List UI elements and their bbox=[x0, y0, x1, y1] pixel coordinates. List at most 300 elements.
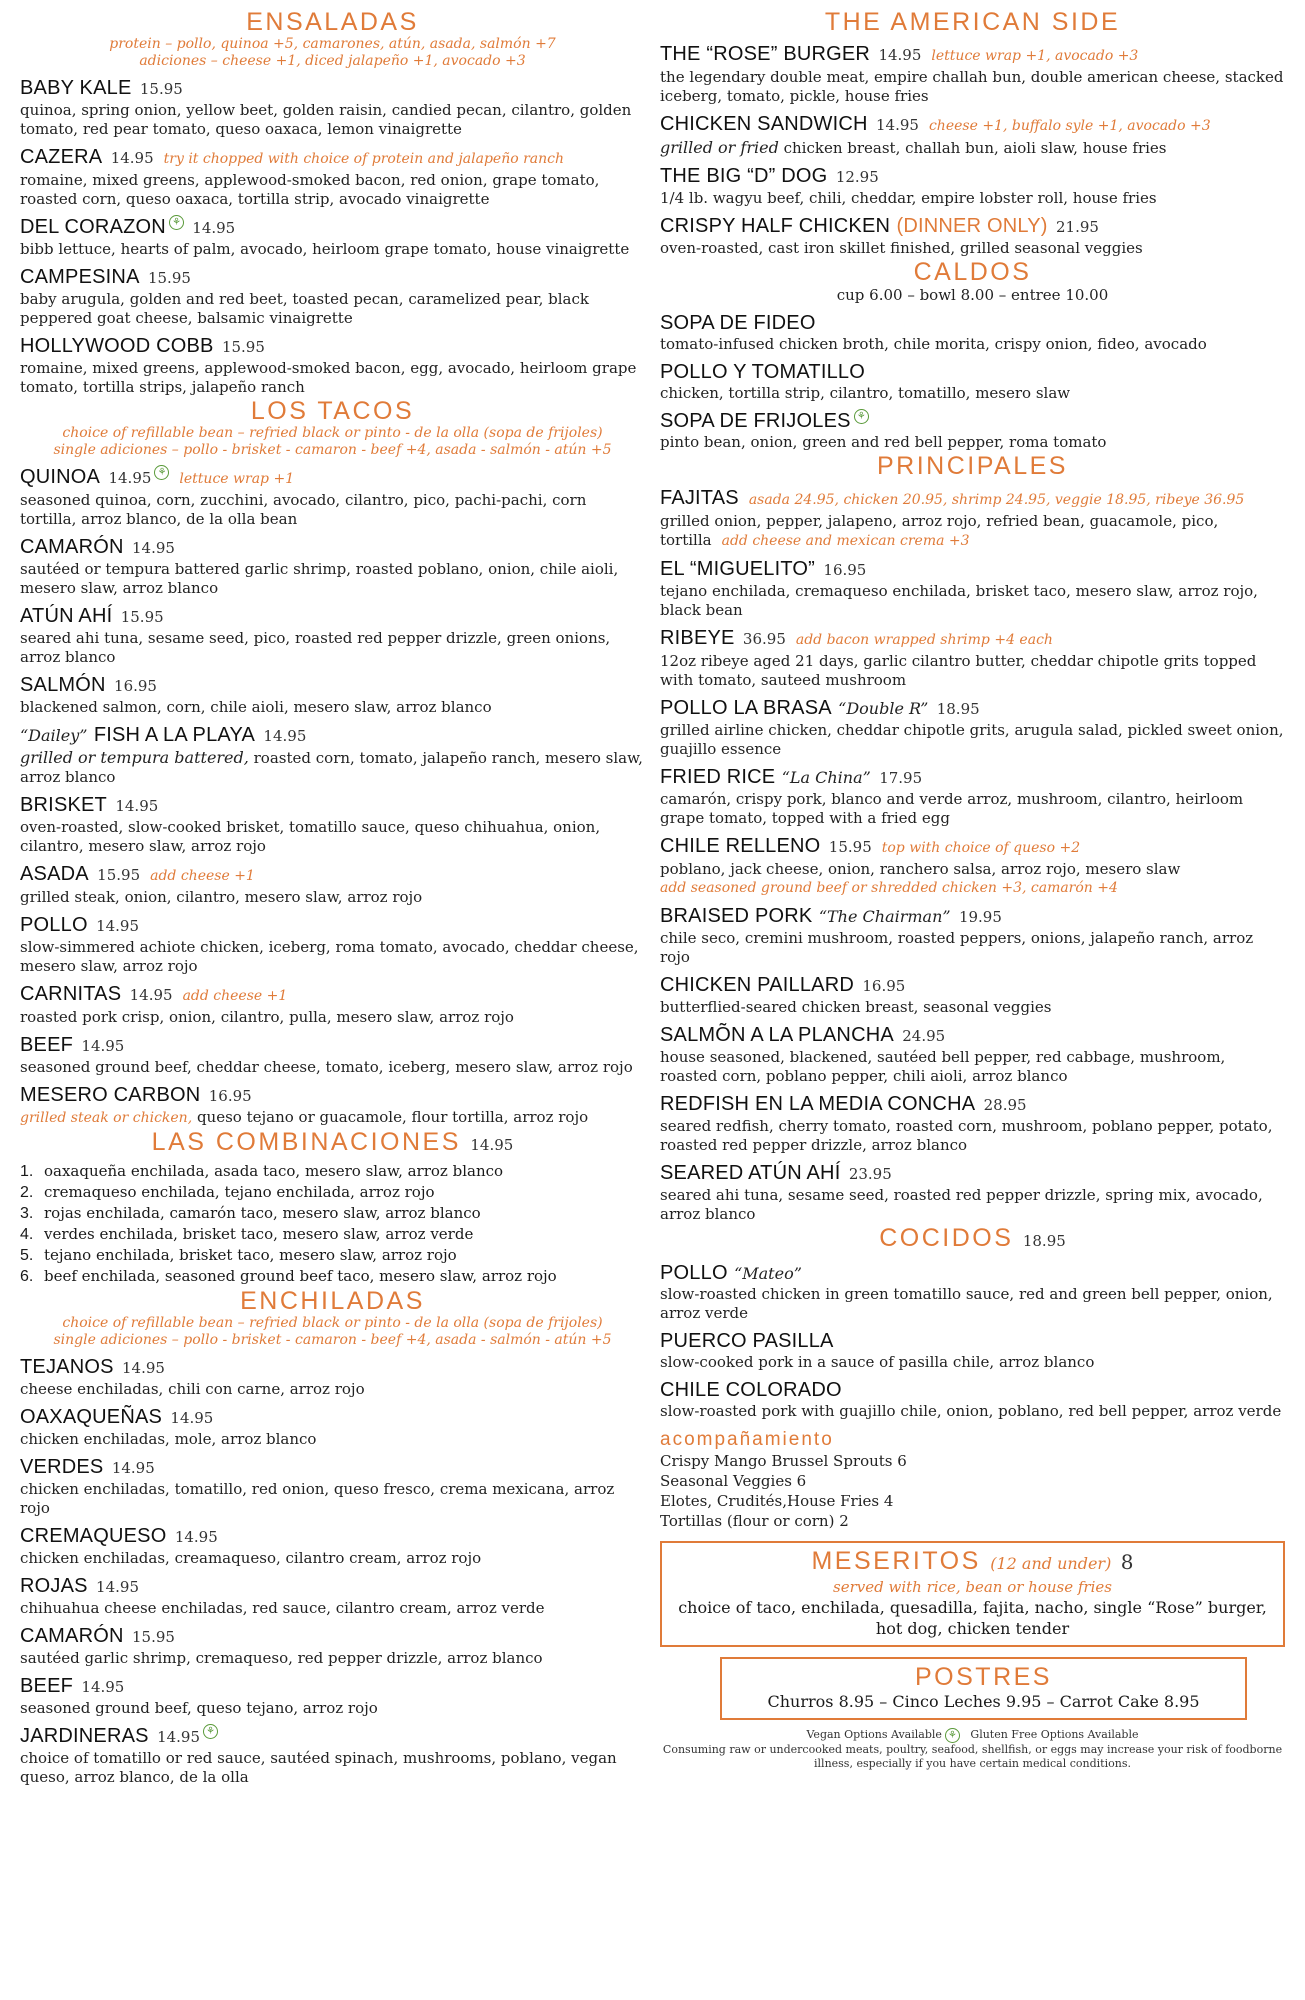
left-column bbox=[20, 8, 645, 1787]
combo-desc: beef enchilada, seasoned ground beef taco, mesero slaw, arroz rojo bbox=[44, 1267, 557, 1285]
menu-item bbox=[660, 1261, 1285, 1323]
menu-item-option: grilled steak or chicken, bbox=[20, 1110, 193, 1126]
menu-item-desc-text: oven-roasted, slow-cooked brisket, tomatillo sauce, queso chihuahua, onion, cilantro, mesero slaw, arroz rojo bbox=[20, 818, 601, 855]
menu-item-description bbox=[20, 1749, 645, 1787]
section-tacos bbox=[20, 397, 645, 1128]
menu-item-price: 15.95 bbox=[828, 838, 872, 856]
menu-item-name: SOPA DE FIDEO bbox=[660, 312, 816, 334]
menu-item bbox=[20, 1624, 645, 1668]
menu-item-name: TEJANOS bbox=[20, 1356, 114, 1378]
menu-item-desc-text: grilled onion, pepper, jalapeno, arroz rojo, refried bean, guacamole, pico, tortilla bbox=[660, 512, 1219, 549]
sides-title: acompañamiento bbox=[660, 1429, 834, 1450]
combo-item bbox=[20, 1266, 645, 1287]
menu-item-head bbox=[20, 1624, 645, 1649]
menu-item-description bbox=[660, 433, 1285, 452]
menu-item-name: CRISPY HALF CHICKEN bbox=[660, 215, 891, 237]
menu-item-name: ATÚN AHÍ bbox=[20, 605, 113, 627]
menu-item-name: DEL CORAZON bbox=[20, 216, 166, 238]
menu-item-head bbox=[660, 973, 1285, 998]
vegan-leaf-icon: ⚘ bbox=[154, 465, 169, 480]
menu-item-price: 14.95 bbox=[132, 539, 175, 557]
menu-item-name: BEEF bbox=[20, 1034, 74, 1056]
menu-item-description bbox=[660, 384, 1285, 403]
section-note: choice of refillable bean – refried black or pinto - de la olla (sopa de frijoles) bbox=[62, 425, 603, 441]
menu-item-name: FAJITAS bbox=[660, 487, 739, 509]
menu-item-name: BRISKET bbox=[20, 794, 107, 816]
menu-item-price: 15.95 bbox=[132, 1628, 175, 1646]
menu-item-name: SALMÓN bbox=[20, 674, 106, 696]
menu-item-addon: add bacon wrapped shrimp +4 each bbox=[795, 632, 1053, 648]
section-title bbox=[660, 8, 1285, 36]
menu-item-price: 15.95 bbox=[147, 269, 191, 287]
menu-item-description bbox=[660, 721, 1285, 759]
menu-item-description bbox=[660, 652, 1285, 690]
gf-legend: Gluten Free Options Available bbox=[970, 1728, 1139, 1741]
menu-item-desc-text: chicken enchiladas, mole, arroz blanco bbox=[20, 1430, 317, 1448]
menu-item-desc-text: poblano, jack cheese, onion, ranchero salsa, arroz rojo, mesero slaw bbox=[660, 860, 1181, 878]
meseritos-box bbox=[660, 1541, 1285, 1647]
menu-item bbox=[660, 626, 1285, 690]
menu-item-desc-text: chihuahua cheese enchiladas, red sauce, cilantro cream, arroz verde bbox=[20, 1599, 545, 1617]
menu-item-head bbox=[20, 1455, 645, 1480]
menu-item-desc-text: slow-simmered achiote chicken, iceberg, roma tomato, avocado, cheddar cheese, mesero slaw, arroz rojo bbox=[20, 938, 639, 975]
menu-item bbox=[20, 215, 645, 259]
menu-item-head bbox=[20, 604, 645, 629]
menu-item bbox=[20, 793, 645, 856]
menu-item-desc-text: chicken breast, challah bun, aioli slaw, house fries bbox=[783, 139, 1167, 157]
menu-item-price: 14.95 bbox=[108, 469, 152, 487]
menu-item-name: POLLO Y TOMATILLO bbox=[660, 361, 865, 383]
menu-item-desc-text: tejano enchilada, cremaqueso enchilada, brisket taco, mesero slaw, arroz rojo, black bean bbox=[660, 582, 1258, 619]
menu-item-head bbox=[20, 1083, 645, 1108]
menu-item-desc-text: romaine, mixed greens, applewood-smoked bacon, red onion, grape tomato, roasted corn, queso oaxaca, tortilla strip, avocado vinaigrette bbox=[20, 171, 600, 208]
menu-item-head bbox=[660, 311, 1285, 335]
menu-item-head bbox=[660, 765, 1285, 790]
section-note: protein – pollo, quinoa +5, camarones, atún, asada, salmón +7 bbox=[109, 36, 556, 52]
menu-item-name: JARDINERAS bbox=[20, 1725, 149, 1747]
menu-item-style: grilled or fried bbox=[660, 138, 779, 157]
menu-item-price: 14.95 bbox=[192, 219, 236, 237]
menu-item-head bbox=[20, 673, 645, 698]
menu-item-name: CARNITAS bbox=[20, 983, 122, 1005]
menu-item bbox=[660, 696, 1285, 759]
menu-item-desc-text: the legendary double meat, empire challah bun, double american cheese, stacked iceberg, tomato, pickle, house fries bbox=[660, 68, 1284, 105]
menu-item-desc-text: pinto bean, onion, green and red bell pepper, roma tomato bbox=[660, 433, 1107, 451]
menu-item-name: REDFISH EN LA MEDIA CONCHA bbox=[660, 1093, 976, 1115]
menu-item-description bbox=[20, 1549, 645, 1568]
menu-item bbox=[660, 1092, 1285, 1155]
menu-item bbox=[20, 1574, 645, 1618]
menu-item bbox=[20, 1405, 645, 1449]
menu-item-name: CHILE RELLENO bbox=[660, 835, 821, 857]
section-title-text: ENSALADAS bbox=[246, 8, 419, 36]
menu-item-description bbox=[660, 68, 1285, 106]
menu-item bbox=[660, 311, 1285, 354]
menu-item-head bbox=[660, 42, 1285, 68]
menu-item-name: ASADA bbox=[20, 863, 89, 885]
menu-item-name: RIBEYE bbox=[660, 627, 735, 649]
menu-item bbox=[20, 334, 645, 397]
menu-item-price: 23.95 bbox=[848, 1165, 892, 1183]
menu-item bbox=[660, 1161, 1285, 1224]
menu-item bbox=[20, 1083, 645, 1128]
menu-item-name: MESERO CARBON bbox=[20, 1084, 201, 1106]
meseritos-sub: served with rice, bean or house fries bbox=[833, 1578, 1112, 1596]
combo-desc: verdes enchilada, brisket taco, mesero slaw, arroz verde bbox=[44, 1225, 474, 1243]
menu-item-description bbox=[20, 1380, 645, 1399]
combo-number: 6. bbox=[20, 1268, 34, 1285]
menu-item-price: 14.95 bbox=[122, 1359, 165, 1377]
menu-item-desc-text: chicken, tortilla strip, cilantro, tomatillo, mesero slaw bbox=[660, 384, 1071, 402]
menu-item bbox=[660, 214, 1285, 258]
menu-item-head bbox=[660, 214, 1285, 239]
combo-item bbox=[20, 1224, 645, 1245]
menu-item-head bbox=[20, 535, 645, 560]
menu-item bbox=[20, 1455, 645, 1518]
menu-item-name: QUINOA bbox=[20, 466, 101, 488]
menu-item-description bbox=[20, 1480, 645, 1518]
menu-item-name: SOPA DE FRIJOLES bbox=[660, 410, 851, 432]
section-title bbox=[20, 397, 645, 425]
menu-item bbox=[660, 486, 1285, 551]
menu-item-desc-text: seared ahi tuna, sesame seed, pico, roasted red pepper drizzle, green onions, arroz blanco bbox=[20, 629, 611, 666]
menu-item-head bbox=[20, 145, 645, 171]
section-title-text: ENCHILADAS bbox=[240, 1287, 425, 1315]
menu-item bbox=[20, 76, 645, 139]
postres-desc: Churros 8.95 – Cinco Leches 9.95 – Carrot Cake 8.95 bbox=[767, 1692, 1200, 1711]
menu-item-description bbox=[660, 1402, 1285, 1421]
menu-item-desc-text: baby arugula, golden and red beet, toasted pecan, caramelized pear, black peppered goat cheese, balsamic vinaigrette bbox=[20, 290, 589, 327]
menu-item bbox=[20, 1674, 645, 1718]
menu-item-price: 14.95 bbox=[878, 46, 922, 64]
menu-item-description bbox=[660, 998, 1285, 1017]
menu-item-desc-text: quinoa, spring onion, yellow beet, golden raisin, candied pecan, cilantro, golden tomato, red pear tomato, queso oaxaca, lemon vinaigrette bbox=[20, 101, 632, 138]
menu-item-head bbox=[660, 904, 1285, 929]
menu-item-head bbox=[660, 409, 1285, 433]
menu-item-tagline: “Dailey” bbox=[20, 726, 88, 745]
menu-item-desc-text: slow-roasted pork with guajillo chile, onion, poblano, red bell pepper, arroz verde bbox=[660, 1402, 1282, 1420]
menu-item-desc-text: camarón, crispy pork, blanco and verde arroz, mushroom, cilantro, heirloom grape tomato, topped with a fried egg bbox=[660, 790, 1244, 827]
menu-item-head bbox=[660, 164, 1285, 189]
menu-item-description bbox=[20, 1008, 645, 1027]
menu-item-desc-text: chile seco, cremini mushroom, roasted peppers, onions, jalapeño ranch, arroz rojo bbox=[660, 929, 1254, 966]
side-item: Seasonal Veggies 6 bbox=[660, 1472, 807, 1490]
menu-item-desc-text: oven-roasted, cast iron skillet finished, grilled seasonal veggies bbox=[660, 239, 1143, 257]
menu-item-desc-text: butterflied-seared chicken breast, seasonal veggies bbox=[660, 998, 1052, 1016]
menu-item-head bbox=[20, 1674, 645, 1699]
menu-item-description bbox=[660, 1186, 1285, 1224]
menu-item-price: 14.95 bbox=[110, 149, 154, 167]
meseritos-title-text: MESERITOS bbox=[811, 1547, 981, 1575]
health-warning: Consuming raw or undercooked meats, poultry, seafood, shellfish, or eggs may increase your risk of foodborne illness, especially if you have certain medical conditions. bbox=[662, 1743, 1283, 1770]
menu-item-description bbox=[20, 171, 645, 209]
menu-item-price: 18.95 bbox=[936, 700, 980, 718]
menu-item-price: 36.95 bbox=[742, 630, 786, 648]
menu-item-style: grilled or tempura battered, bbox=[20, 748, 249, 767]
menu-item-description bbox=[660, 929, 1285, 967]
menu-item bbox=[660, 360, 1285, 403]
menu-item-desc-text: romaine, mixed greens, applewood-smoked bacon, egg, avocado, heirloom grape tomato, tortilla strips, jalapeño ranch bbox=[20, 359, 637, 396]
menu-item-head bbox=[20, 1033, 645, 1058]
section-title bbox=[20, 1287, 645, 1315]
menu-item bbox=[660, 834, 1285, 898]
menu-item-head bbox=[660, 360, 1285, 384]
vegan-legend: Vegan Options Available bbox=[806, 1728, 942, 1741]
combo-desc: tejano enchilada, brisket taco, mesero slaw, arroz rojo bbox=[44, 1246, 457, 1264]
menu-item-head bbox=[660, 112, 1285, 138]
combo-item bbox=[20, 1203, 645, 1224]
menu-item bbox=[660, 409, 1285, 452]
menu-item-head bbox=[660, 1161, 1285, 1186]
menu-item-tagline: “Double R” bbox=[838, 699, 929, 718]
meseritos-desc: choice of taco, enchilada, quesadilla, fajita, nacho, single “Rose” burger, hot dog, chicken tender bbox=[678, 1598, 1267, 1638]
menu-item-price: 14.95 bbox=[174, 1528, 218, 1546]
menu-item-name: FISH A LA PLAYA bbox=[93, 724, 256, 746]
menu-item-price: 14.95 bbox=[170, 1409, 214, 1427]
menu-item-desc-text: roasted corn, tomato, jalapeño ranch, mesero slaw, arroz blanco bbox=[20, 749, 643, 786]
menu-item-addon: add cheese +1 bbox=[182, 988, 288, 1004]
menu-item-head bbox=[20, 982, 645, 1008]
section-title bbox=[660, 452, 1285, 480]
menu-item-price: 14.95 bbox=[129, 986, 173, 1004]
menu-item-head bbox=[660, 1023, 1285, 1048]
menu-item-price: 14.95 bbox=[111, 1459, 155, 1477]
menu-item-price: 16.95 bbox=[208, 1087, 252, 1105]
menu-item-name: BRAISED PORK bbox=[660, 905, 813, 927]
vegan-leaf-icon: ⚘ bbox=[945, 1728, 960, 1743]
section-title-text: LOS TACOS bbox=[250, 397, 415, 425]
menu-item-description bbox=[20, 629, 645, 667]
menu-item-name: CAZERA bbox=[20, 146, 103, 168]
menu-item-desc-text: 1/4 lb. wagyu beef, chili, cheddar, empire lobster roll, house fries bbox=[660, 189, 1157, 207]
menu-item-head bbox=[660, 1329, 1285, 1353]
menu-item-price: 14.95 bbox=[115, 797, 159, 815]
right-column bbox=[660, 8, 1285, 1771]
menu-item-name: THE BIG “D” DOG bbox=[660, 165, 828, 187]
menu-item-head bbox=[660, 486, 1285, 512]
section-note: adiciones – cheese +1, diced jalapeño +1, avocado +3 bbox=[139, 53, 526, 69]
menu-item-desc-text: chicken enchiladas, creamaqueso, cilantro cream, arroz rojo bbox=[20, 1549, 482, 1567]
section-price: 18.95 bbox=[1022, 1232, 1066, 1250]
menu-item-description bbox=[20, 101, 645, 139]
menu-item-description bbox=[20, 491, 645, 529]
menu-item-description bbox=[20, 1699, 645, 1718]
menu-item-description bbox=[20, 1108, 645, 1128]
menu-item bbox=[660, 765, 1285, 828]
menu-item-description bbox=[660, 335, 1285, 354]
menu-item-desc-text: house seasoned, blackened, sautéed bell pepper, red cabbage, mushroom, roasted corn, poblano pepper, chili aioli, arroz blanco bbox=[660, 1048, 1226, 1085]
menu-item-head bbox=[20, 1724, 645, 1749]
menu-item-desc-text: seasoned quinoa, corn, zucchini, avocado, cilantro, pico, pachi-pachi, corn tortilla, arroz blanco, de la olla bean bbox=[20, 491, 587, 528]
menu-item-head bbox=[20, 215, 645, 240]
menu-item bbox=[660, 1329, 1285, 1372]
menu-item-name: CHILE COLORADO bbox=[660, 1379, 842, 1401]
vegan-leaf-icon: ⚘ bbox=[169, 215, 184, 230]
menu-item-addon: lettuce wrap +1, avocado +3 bbox=[931, 48, 1139, 64]
menu-item bbox=[20, 723, 645, 787]
menu-item-head bbox=[20, 465, 645, 491]
menu-item-price: 24.95 bbox=[902, 1027, 946, 1045]
menu-item-head bbox=[660, 1378, 1285, 1402]
menu-item-price: 14.95 bbox=[96, 917, 140, 935]
section-title-text: THE AMERICAN SIDE bbox=[824, 8, 1121, 36]
menu-item-price: 12.95 bbox=[835, 168, 879, 186]
combo-desc: rojas enchilada, camarón taco, mesero slaw, arroz blanco bbox=[44, 1204, 481, 1222]
menu-item-name: CAMPESINA bbox=[20, 266, 140, 288]
section-combinaciones bbox=[20, 1128, 645, 1287]
combo-number: 2. bbox=[20, 1184, 34, 1201]
menu-item-head bbox=[20, 723, 645, 748]
side-item: Crispy Mango Brussel Sprouts 6 bbox=[660, 1452, 907, 1470]
menu-item-price: 16.95 bbox=[862, 977, 906, 995]
combo-item bbox=[20, 1161, 645, 1182]
combo-desc: oaxaqueña enchilada, asada taco, mesero slaw, arroz blanco bbox=[44, 1162, 504, 1180]
menu-item-head bbox=[20, 913, 645, 938]
menu-item-head bbox=[20, 1355, 645, 1380]
combo-number: 1. bbox=[20, 1163, 34, 1180]
menu-item-price: 14.95 bbox=[81, 1037, 125, 1055]
menu-item-desc-text: seared redfish, cherry tomato, roasted corn, mushroom, poblano pepper, potato, roasted red pepper drizzle, arroz blanco bbox=[660, 1117, 1273, 1154]
menu-item-price: 14.95 bbox=[263, 727, 307, 745]
combo-number: 5. bbox=[20, 1247, 34, 1264]
menu-item bbox=[660, 1378, 1285, 1421]
menu-item-addon: top with choice of queso +2 bbox=[881, 840, 1081, 856]
menu-item-desc-text: choice of tomatillo or red sauce, sautéed spinach, mushrooms, poblano, vegan queso, arroz blanco, de la olla bbox=[20, 1749, 617, 1786]
menu-item-description bbox=[20, 888, 645, 907]
menu-item bbox=[20, 1355, 645, 1399]
menu-item-desc-text: chicken enchiladas, tomatillo, red onion, queso fresco, crema mexicana, arroz rojo bbox=[20, 1480, 615, 1517]
menu-item-desc-text: grilled steak, onion, cilantro, mesero slaw, arroz rojo bbox=[20, 888, 423, 906]
menu-item bbox=[20, 145, 645, 209]
combo-item bbox=[20, 1245, 645, 1266]
menu-item-desc-text: sautéed or tempura battered garlic shrimp, roasted poblano, onion, chile aioli, mesero slaw, arroz blanco bbox=[20, 560, 619, 597]
menu-item bbox=[20, 265, 645, 328]
menu-item-head bbox=[20, 1574, 645, 1599]
footer-legend bbox=[660, 1728, 1285, 1743]
menu-item-description bbox=[20, 748, 645, 787]
menu-item-desc-text: slow-cooked pork in a sauce of pasilla chile, arroz blanco bbox=[660, 1353, 1095, 1371]
menu-item-desc-text: seasoned ground beef, cheddar cheese, tomato, iceberg, mesero slaw, arroz rojo bbox=[20, 1058, 633, 1076]
menu-item-price: 15.95 bbox=[120, 608, 164, 626]
menu-item-price: 15.95 bbox=[97, 866, 141, 884]
menu-item-price: 14.95 bbox=[81, 1678, 125, 1696]
menu-item bbox=[20, 465, 645, 529]
menu-item-name: POLLO LA BRASA bbox=[660, 697, 832, 719]
menu-item-name: BABY KALE bbox=[20, 77, 132, 99]
sides-section bbox=[660, 1429, 1285, 1531]
section-enchiladas bbox=[20, 1287, 645, 1787]
section-title-text: PRINCIPALES bbox=[877, 452, 1068, 480]
menu-item bbox=[20, 913, 645, 976]
menu-item-head bbox=[660, 1092, 1285, 1117]
menu-item-name: CAMARÓN bbox=[20, 1625, 124, 1647]
menu-item-addon: cheese +1, buffalo syle +1, avocado +3 bbox=[928, 118, 1211, 134]
section-title-text: LAS COMBINACIONES bbox=[151, 1128, 461, 1156]
menu-item bbox=[20, 673, 645, 717]
menu-item-description bbox=[660, 138, 1285, 158]
menu-item bbox=[20, 604, 645, 667]
menu-item bbox=[660, 557, 1285, 620]
section-caldos bbox=[660, 258, 1285, 452]
vegan-leaf-icon: ⚘ bbox=[203, 1724, 218, 1739]
section-ensaladas bbox=[20, 8, 645, 397]
menu-item-name: OAXAQUEÑAS bbox=[20, 1406, 163, 1428]
menu-item-desc-text: queso tejano or guacamole, flour tortilla, arroz rojo bbox=[196, 1108, 589, 1126]
menu-item-desc-text: tomato-infused chicken broth, chile morita, crispy onion, fideo, avocado bbox=[660, 335, 1207, 353]
menu-item bbox=[20, 1033, 645, 1077]
menu-item-head bbox=[20, 1524, 645, 1549]
menu-item-desc-text: cheese enchiladas, chili con carne, arroz rojo bbox=[20, 1380, 365, 1398]
menu-item-description bbox=[20, 240, 645, 259]
menu-item-name: BEEF bbox=[20, 1675, 74, 1697]
menu-item-description bbox=[20, 698, 645, 717]
menu-item-desc-text: grilled airline chicken, cheddar chipotle grits, arugula salad, pickled sweet onion, guajillo essence bbox=[660, 721, 1284, 758]
menu-item-addon: lettuce wrap +1 bbox=[179, 471, 295, 487]
menu-item-description bbox=[660, 189, 1285, 208]
menu-item-name: CREMAQUESO bbox=[20, 1525, 167, 1547]
section-note: choice of refillable bean – refried black or pinto - de la olla (sopa de frijoles) bbox=[62, 1315, 603, 1331]
menu-item-desc-text: bibb lettuce, hearts of palm, avocado, heirloom grape tomato, house vinaigrette bbox=[20, 240, 630, 258]
menu-item-description bbox=[660, 1117, 1285, 1155]
menu-item-price: 14.95 bbox=[157, 1728, 201, 1746]
menu-item-desc-text: 12oz ribeye aged 21 days, garlic cilantro butter, cheddar chipotle grits topped with tomato, sauteed mushroom bbox=[660, 652, 1257, 689]
vegan-leaf-icon: ⚘ bbox=[854, 409, 869, 424]
menu-item-name: ROJAS bbox=[20, 1575, 88, 1597]
menu-item-price: 17.95 bbox=[879, 769, 923, 787]
menu-item-name: THE “ROSE” BURGER bbox=[660, 43, 871, 65]
meseritos-price: 8 bbox=[1120, 1550, 1134, 1574]
menu-item-description bbox=[20, 818, 645, 856]
menu-item-price: 28.95 bbox=[983, 1096, 1027, 1114]
menu-item-name: FRIED RICE bbox=[660, 766, 776, 788]
combo-item bbox=[20, 1182, 645, 1203]
menu-item-name: SEARED ATÚN AHÍ bbox=[660, 1162, 841, 1184]
footer bbox=[660, 1728, 1285, 1771]
section-subtitle: cup 6.00 – bowl 8.00 – entree 10.00 bbox=[836, 286, 1109, 304]
menu-item-head bbox=[20, 793, 645, 818]
menu-item-description bbox=[660, 1285, 1285, 1323]
menu-item-head bbox=[660, 1261, 1285, 1285]
menu-item-head bbox=[20, 334, 645, 359]
section-cocidos bbox=[660, 1224, 1285, 1421]
menu-item-extra: add seasoned ground beef or shredded chicken +3, camarón +4 bbox=[660, 880, 1118, 896]
menu-item-description bbox=[660, 512, 1285, 551]
menu-item bbox=[660, 904, 1285, 967]
menu-item-head bbox=[660, 834, 1285, 860]
menu-item bbox=[660, 973, 1285, 1017]
menu-item-addon: add cheese +1 bbox=[150, 868, 255, 884]
menu-item-availability: (DINNER ONLY) bbox=[896, 215, 1048, 237]
section-note: single adiciones – pollo - brisket - camaron - beef +4, asada - salmón - atún +5 bbox=[53, 442, 612, 458]
menu-item-head bbox=[660, 696, 1285, 721]
menu-item-description bbox=[660, 239, 1285, 258]
menu-item-head bbox=[20, 862, 645, 888]
menu-item-price: 16.95 bbox=[823, 561, 867, 579]
menu-item-price: 21.95 bbox=[1056, 218, 1099, 236]
menu-item bbox=[20, 1524, 645, 1568]
menu-item-desc-text: blackened salmon, corn, chile aioli, mesero slaw, arroz blanco bbox=[20, 698, 492, 716]
combo-number: 4. bbox=[20, 1226, 34, 1243]
menu-item-desc-text: seared ahi tuna, sesame seed, roasted red pepper drizzle, spring mix, avocado, arroz blanco bbox=[660, 1186, 1263, 1223]
menu-item-addon: try it chopped with choice of protein and jalapeño ranch bbox=[163, 151, 565, 167]
meseritos-title bbox=[668, 1547, 1277, 1578]
menu-item-price: 14.95 bbox=[876, 116, 919, 134]
section-title-text: COCIDOS bbox=[879, 1224, 1014, 1252]
menu-item bbox=[660, 164, 1285, 208]
menu-item-tagline: “The Chairman” bbox=[818, 907, 951, 926]
menu-item-description bbox=[20, 1649, 645, 1668]
section-principales bbox=[660, 452, 1285, 1224]
